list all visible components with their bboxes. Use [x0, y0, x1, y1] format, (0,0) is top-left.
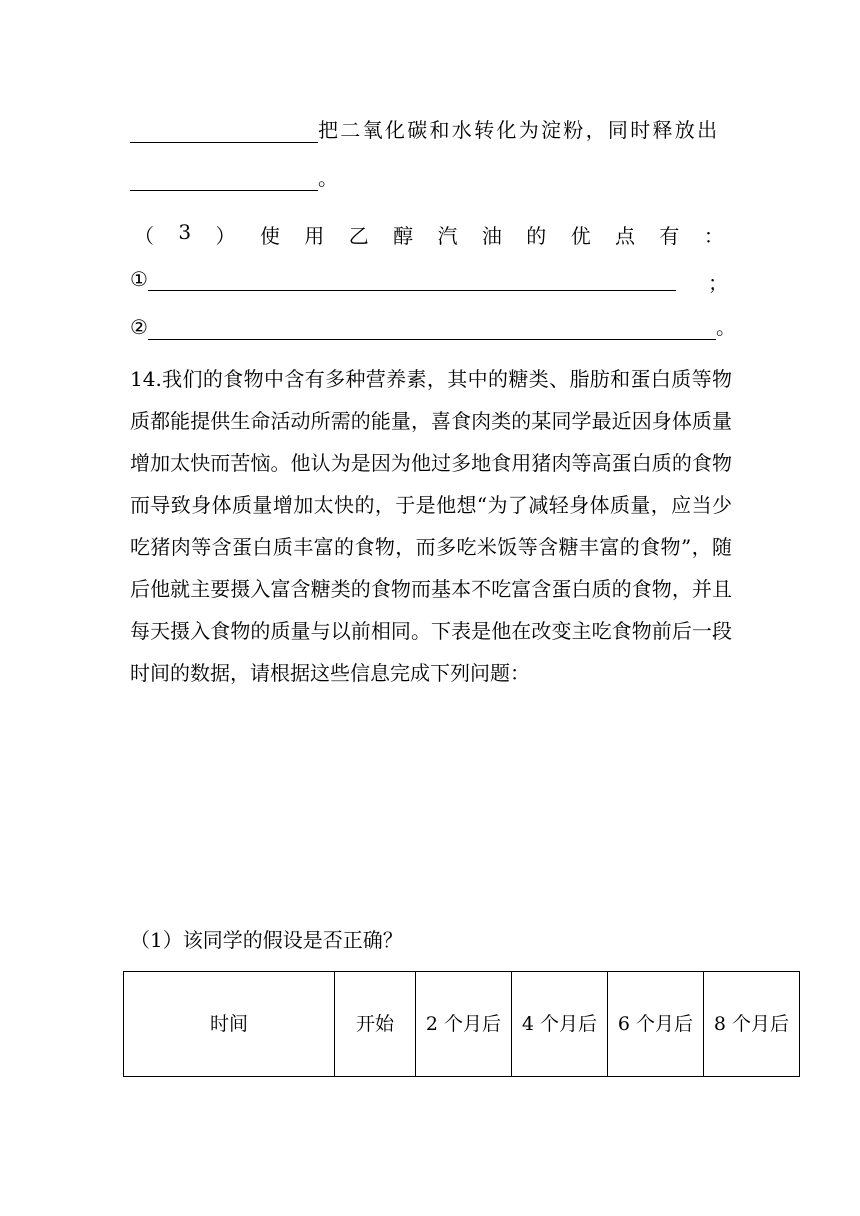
header-time: 时间 — [124, 972, 335, 1077]
answer-blank — [148, 317, 716, 340]
q13-item-2: ② 。 — [130, 315, 736, 339]
table-header-row — [124, 972, 800, 1077]
q13-item-1: ① ； — [130, 267, 728, 295]
header-6-months: 6 个月后 — [608, 972, 704, 1077]
question-14-text: 14.我们的食物中含有多种营养素，其中的糖类、脂肪和蛋白质等物质都能提供生命活动所需的能量，喜食肉类的某同学最近因身体质量增加太快而苦恼。他认为是因为他过多地食用猪肉等高蛋白质的食物而导致身体质量增加太快的，于是他想“为了减轻身体质量，应当少吃猪肉等含蛋白质丰富的食物，而多吃米饭等含糖丰富的食物”，随后他就主要摄入富含糖类的食物而基本不吃富含蛋白质的食物，并且每天摄入食物的质量与以前相同。下表是他在改变主吃食物前后一段时间的数据，请根据这些信息完成下列问题： — [130, 367, 732, 685]
answer-blank — [148, 268, 676, 291]
header-4-months: 4 个月后 — [512, 972, 608, 1077]
q13-line-2: 。 — [130, 162, 338, 191]
answer-blank — [130, 168, 318, 191]
q13-line-1: 把二氧化碳和水转化为淀粉，同时释放出 — [130, 114, 719, 143]
header-start: 开始 — [335, 972, 416, 1077]
header-2-months: 2 个月后 — [416, 972, 512, 1077]
question-14-sub-1: （1）该同学的假设是否正确？ — [130, 928, 403, 952]
q13-part3-heading: （ 3 ） 使 用 乙 醇 汽 油 的 优 点 有 ： — [134, 220, 724, 248]
header-8-months: 8 个月后 — [704, 972, 800, 1077]
answer-blank — [130, 120, 318, 143]
data-table — [123, 971, 800, 1077]
